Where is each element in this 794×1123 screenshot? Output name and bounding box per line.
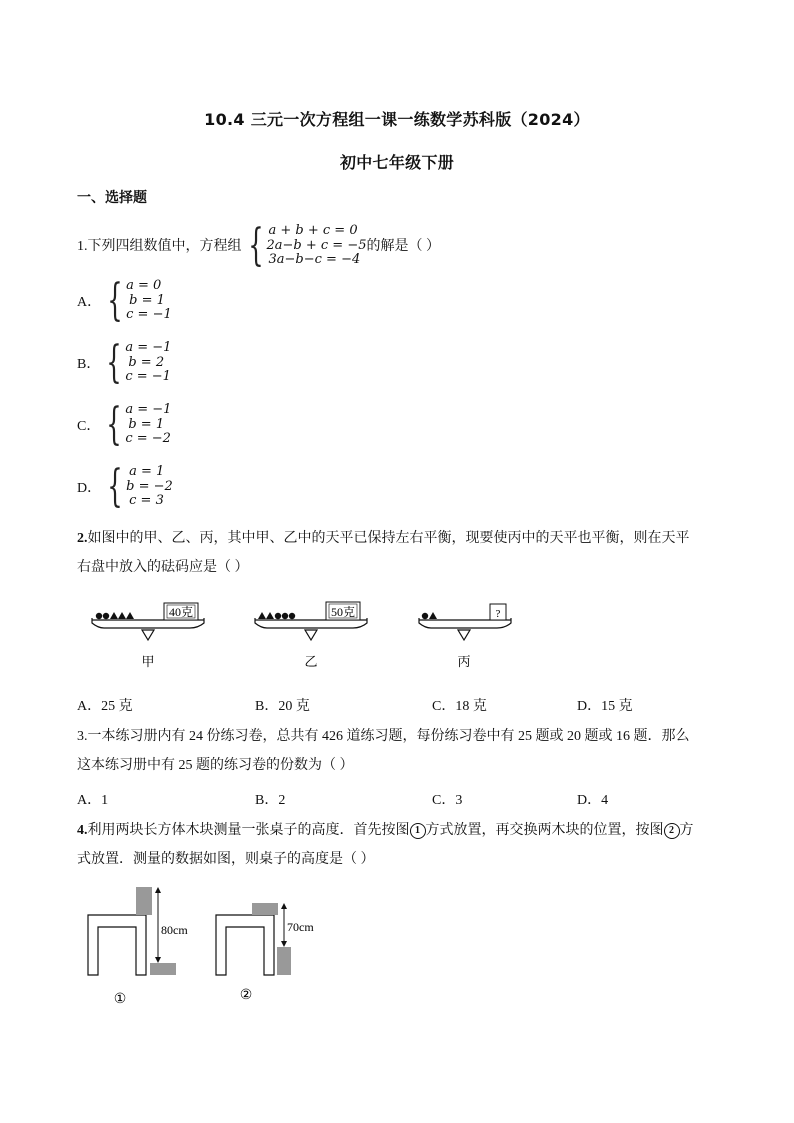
section-heading: 一、选择题 bbox=[77, 190, 147, 206]
measure-label: 80cm bbox=[161, 923, 188, 937]
left-brace-icon: { bbox=[107, 461, 123, 512]
question-4-text-a: 利用两块长方体木块测量一张桌子的高度．首先按图 bbox=[87, 823, 410, 838]
equation: a + b + c = 0 bbox=[268, 223, 358, 239]
equation: c = −1 bbox=[125, 369, 171, 385]
equation: a = −1 bbox=[125, 340, 172, 356]
document-subtitle: 初中七年级下册 bbox=[339, 153, 455, 172]
option-c[interactable] bbox=[77, 399, 172, 450]
left-brace-icon: { bbox=[106, 399, 123, 450]
equation: 3a−b−c = −4 bbox=[268, 252, 361, 268]
left-brace-icon: { bbox=[107, 275, 123, 326]
left-brace-icon: { bbox=[247, 220, 264, 271]
equation: c = 3 bbox=[129, 493, 164, 509]
equation: a = 1 bbox=[129, 464, 165, 480]
question-number: 4. bbox=[77, 823, 88, 838]
figure-2 bbox=[216, 903, 314, 1003]
option-equations bbox=[125, 341, 171, 385]
scale-caption: 乙 bbox=[304, 654, 318, 669]
question-2-stem bbox=[77, 524, 727, 582]
equation-list bbox=[267, 224, 367, 268]
choice-a[interactable]: A．25 克 bbox=[77, 699, 133, 714]
option-label: A． bbox=[77, 295, 102, 310]
equation: b = 1 bbox=[129, 292, 165, 308]
question-1-stem bbox=[77, 220, 440, 271]
equation: a = 0 bbox=[126, 278, 162, 294]
question-1-system bbox=[242, 220, 367, 271]
choice-d[interactable]: D．15 克 bbox=[577, 699, 633, 714]
choice-d[interactable]: D．4 bbox=[577, 793, 609, 808]
question-4-text-c: 方 bbox=[679, 823, 694, 838]
question-number: 2. bbox=[77, 531, 88, 546]
option-label: B． bbox=[77, 357, 101, 372]
left-brace-icon: { bbox=[106, 337, 123, 388]
question-3-stem bbox=[77, 722, 737, 780]
choice-c[interactable]: C．3 bbox=[432, 793, 463, 808]
equation: b = −2 bbox=[126, 478, 173, 494]
equation: c = −1 bbox=[126, 307, 172, 323]
equation: b = 2 bbox=[128, 354, 165, 370]
choice-a[interactable]: A．1 bbox=[77, 793, 109, 808]
figure-caption: ① bbox=[113, 992, 127, 1007]
balance-scales-figure bbox=[80, 598, 540, 678]
choice-c[interactable]: C．18 克 bbox=[432, 699, 487, 714]
option-equations bbox=[125, 403, 171, 447]
option-equations bbox=[126, 465, 173, 509]
scale-caption: 丙 bbox=[457, 654, 471, 669]
question-1-prefix: 1.下列四组数值中，方程组 bbox=[77, 238, 242, 254]
figure-caption: ② bbox=[239, 988, 253, 1003]
balance-scale-bing bbox=[419, 604, 511, 669]
figure-1 bbox=[88, 887, 188, 1007]
option-label: D． bbox=[77, 481, 102, 496]
option-b[interactable] bbox=[77, 337, 172, 388]
balance-scale-jia bbox=[92, 603, 204, 669]
equation: 2a−b + c = −5 bbox=[266, 237, 367, 253]
choice-b[interactable]: B．2 bbox=[255, 793, 286, 808]
question-2-line1: 如图中的甲、乙、丙，其中甲、乙中的天平已保持左右平衡，现要使丙中的天平也平衡，则在天平 bbox=[87, 531, 690, 546]
table-measurement-figure bbox=[80, 885, 330, 1015]
choice-b[interactable]: B．20 克 bbox=[255, 699, 310, 714]
balance-scale-yi bbox=[255, 602, 367, 669]
document-title: 10.4 三元一次方程组一课一练数学苏科版（2024） bbox=[204, 110, 590, 129]
question-4-line2: 式放置．测量的数据如图，则桌子的高度是（ ） bbox=[77, 852, 375, 867]
figure-1-mark: 1 bbox=[410, 823, 426, 839]
question-2-line2: 右盘中放入的砝码应是（ ） bbox=[77, 560, 249, 575]
equation: c = −2 bbox=[125, 431, 171, 447]
figure-2-mark: 2 bbox=[664, 823, 680, 839]
option-equations bbox=[126, 279, 172, 323]
weight-label: 50克 bbox=[330, 605, 356, 619]
measure-label: 70cm bbox=[287, 920, 314, 934]
option-d[interactable] bbox=[77, 461, 173, 512]
question-3-line1: 3.一本练习册内有 24 份练习卷，总共有 426 道练习题，每份练习卷中有 25 题或 20 题或 16 题．那么 bbox=[77, 729, 690, 744]
question-4-text-b: 方式放置，再交换两木块的位置，按图 bbox=[425, 823, 664, 838]
option-label: C． bbox=[77, 419, 101, 434]
option-a[interactable] bbox=[77, 275, 172, 326]
equation: b = 1 bbox=[128, 416, 165, 432]
question-3-line2: 这本练习册中有 25 题的练习卷的份数为（ ） bbox=[77, 758, 354, 773]
question-4-stem bbox=[77, 816, 737, 874]
weight-label: 40克 bbox=[168, 605, 194, 619]
question-1-suffix: 的解是（ ） bbox=[366, 238, 440, 254]
scale-caption: 甲 bbox=[141, 654, 155, 669]
weight-label: ? bbox=[495, 608, 501, 620]
equation: a = −1 bbox=[125, 402, 172, 418]
